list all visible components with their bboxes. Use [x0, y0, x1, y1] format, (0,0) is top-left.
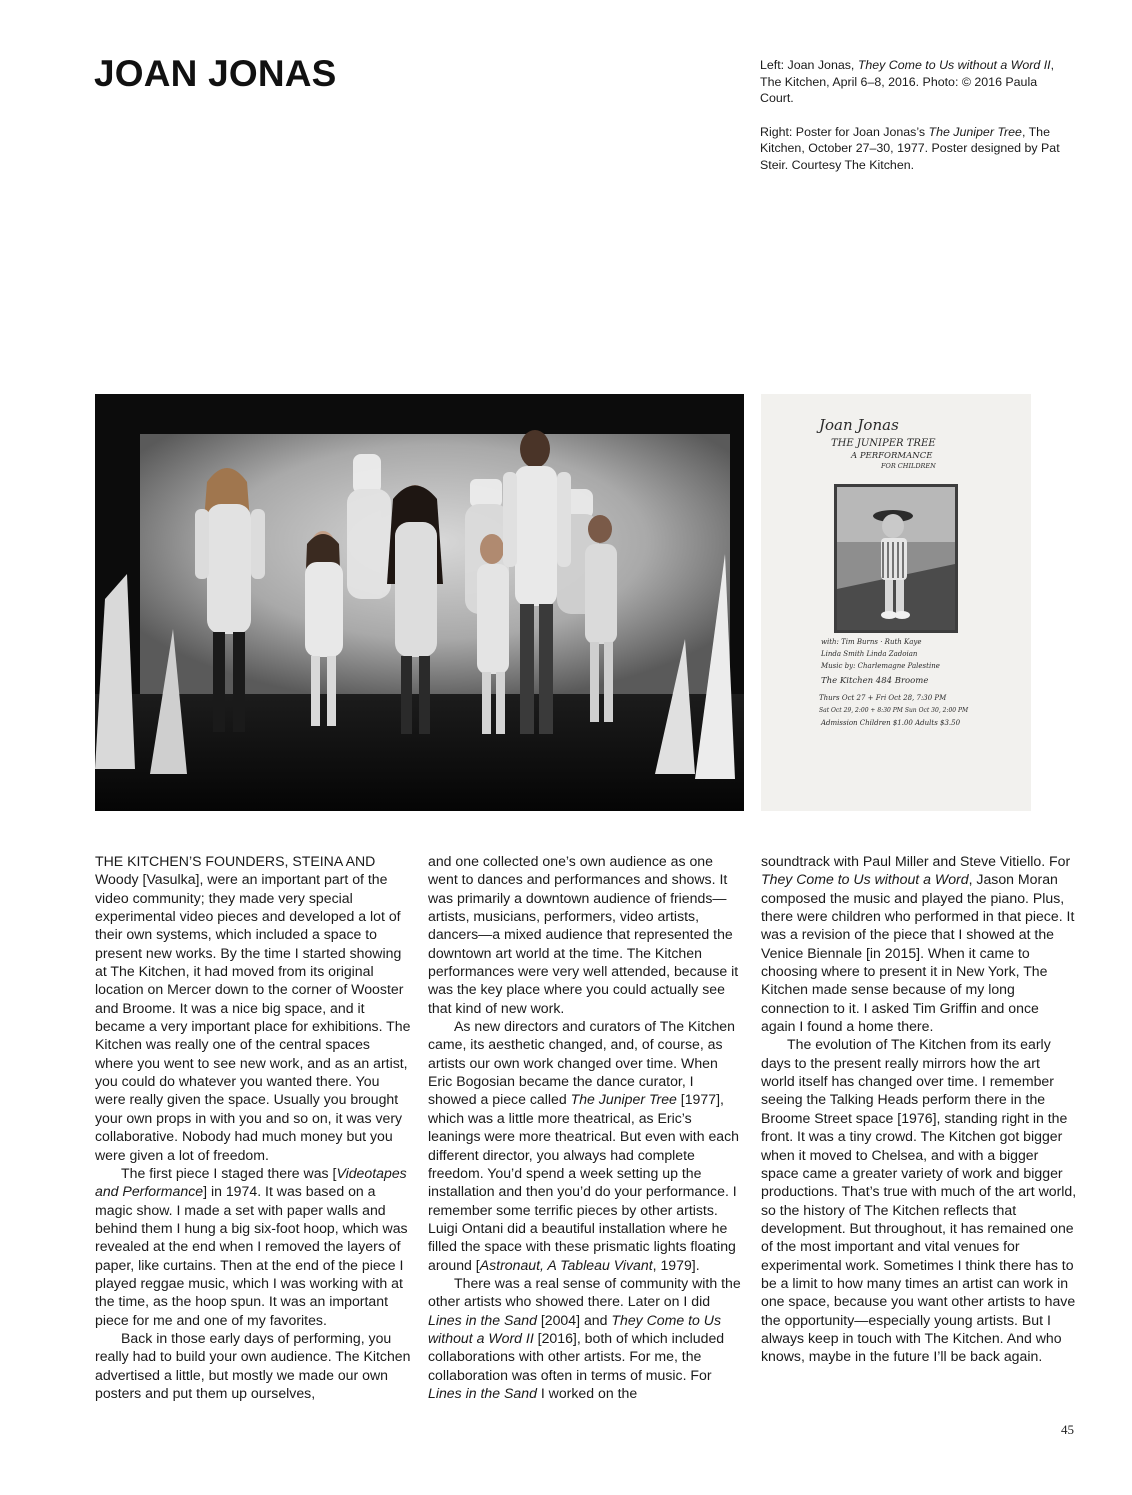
poster-credits-3: Music by: Charlemagne Palestine	[821, 662, 940, 670]
body-column-2	[428, 852, 744, 1402]
poster-heading-3: A PERFORMANCE	[851, 451, 933, 461]
performance-photo-illustration	[95, 394, 744, 811]
poster-venue: The Kitchen 484 Broome	[821, 676, 929, 686]
paragraph: THE KITCHEN’S FOUNDERS, STEINA AND Woody [Vasulka], were an important part of the video community; they made very special experimental video pieces and developed a lot of their own systems, which included a space to present new works. By the time I started showing at The Kitchen, it had moved from its original location on Mercer down to the corner of Wooster and Broome. It was a nice big space, and it became a very important place for exhibitions. The Kitchen was really one of the central spaces where you went to see new work, and as an artist, you could do whatever you wanted there. You were really given the space. Usually you brought your own props in with you and so on, it was very collaborative. Nobody had much money but you were given a lot of freedom.	[95, 853, 411, 1163]
paragraph: The first piece I staged there was [Videotapes and Performance] in 1974. It was based on a magic show. I made a set with paper walls and behind them I hung a big six-foot hoop, which was revealed at the end when I removed the layers of paper, like curtains. Then at the end of the piece I played reggae music, which I was working with at the time, as the hoop spun. It was an important piece for me and one of my favorites.	[95, 1164, 408, 1328]
poster-heading-1: Joan Jonas	[819, 416, 899, 434]
juniper-tree-poster	[761, 394, 1031, 811]
paragraph: As new directors and curators of The Kitchen came, its aesthetic changed, and, of course, as artists our own work changed over time. When Eric Bogosian became the dance curator, I showed a piece called The Juniper Tree [1977], which was a little more theatrical, as Eric’s leanings were more theatrical. But even with each different director, you always had complete freedom. You’d spend a week setting up the installation and then you’d do your performance. I remember some terrific pieces by other artists. Luigi Ontani did a beautiful installation where he filled the space with these prismatic lights floating around [Astronaut, A Tableau Vivant, 1979].	[428, 1018, 740, 1273]
poster-dates-1: Thurs Oct 27 + Fri Oct 28, 7:30 PM	[819, 694, 947, 702]
paragraph: Back in those early days of performing, you really had to build your own audience. The Kitchen advertised a little, but mostly we made our own posters and put them up ourselves,	[95, 1329, 411, 1401]
page-number: 45	[1061, 1422, 1074, 1437]
body-column-1	[95, 852, 411, 1402]
paragraph: and one collected one’s own audience as one went to dances and performances and shows. It was primarily a downtown audience of friends—artists, musicians, performers, video artists, dancers—a mixed audience that represented the downtown art world at the time. The Kitchen performances were very well attended, because it was the key place where you could actually see that kind of new work.	[428, 853, 739, 1016]
caption-right: Right: Poster for Joan Jonas’s The Juniper Tree, The Kitchen, October 27–30, 1977. Poster designed by Pat Steir. Courtesy The Kitchen.	[760, 124, 1060, 172]
article-title: JOAN JONAS	[94, 53, 337, 94]
poster-admission: Admission Children $1.00 Adults $3.50	[821, 719, 961, 727]
poster-dates-2: Sat Oct 29, 2:00 + 8:30 PM Sun Oct 30, 2:00 PM	[819, 707, 969, 714]
paragraph: There was a real sense of community with the other artists who showed there. Later on I did Lines in the Sand [2004] and They Come to Us without a Word II [2016], both of which included collaborations with other artists. For me, the collaboration was often in terms of music. For Lines in the Sand I worked on the	[428, 1274, 741, 1401]
poster-heading-2: THE JUNIPER TREE	[831, 438, 936, 449]
paragraph: The evolution of The Kitchen from its early days to the present really mirrors how the art world itself has changed over time. I remember seeing the Talking Heads perform there in the Broome Street space [1976], standing right in the front. It was a tiny crowd. The Kitchen got bigger when it moved to Chelsea, and with a bigger space came a greater variety of work and bigger productions. That’s true with much of the art world, so the history of The Kitchen reflects that development. But throughout, it has remained one of the most important and vital venues for experimental work. Sometimes I think there has to be a limit to how many times an artist can work in one space, because you want other artists to have the opportunity—especially young artists. But I always keep in touch with The Kitchen. And who knows, maybe in the future I’ll be back again.	[761, 1036, 1077, 1365]
poster-credits-2: Linda Smith Linda Zadoian	[821, 650, 918, 658]
poster-credits-1: with: Tim Burns · Ruth Kaye	[821, 638, 922, 646]
performance-photo	[95, 394, 744, 811]
poster-heading-4: FOR CHILDREN	[881, 462, 936, 470]
body-column-3	[761, 852, 1077, 1366]
image-captions	[760, 57, 1070, 191]
caption-left: Left: Joan Jonas, They Come to Us without a Word II, The Kitchen, April 6–8, 2016. Photo: © 2016 Paula Court.	[760, 58, 1055, 106]
poster-illustration	[761, 394, 1031, 811]
paragraph: soundtrack with Paul Miller and Steve Vitiello. For They Come to Us without a Word, Jason Moran composed the music and played the piano. Plus, there were children who performed in that piece. It was a revision of the piece that I showed at the Venice Biennale [in 2015]. When it came to choosing where to present it in New York, The Kitchen made sense because of my long connection to it. I asked Tim Griffin and once again I found a home there.	[761, 853, 1075, 1035]
